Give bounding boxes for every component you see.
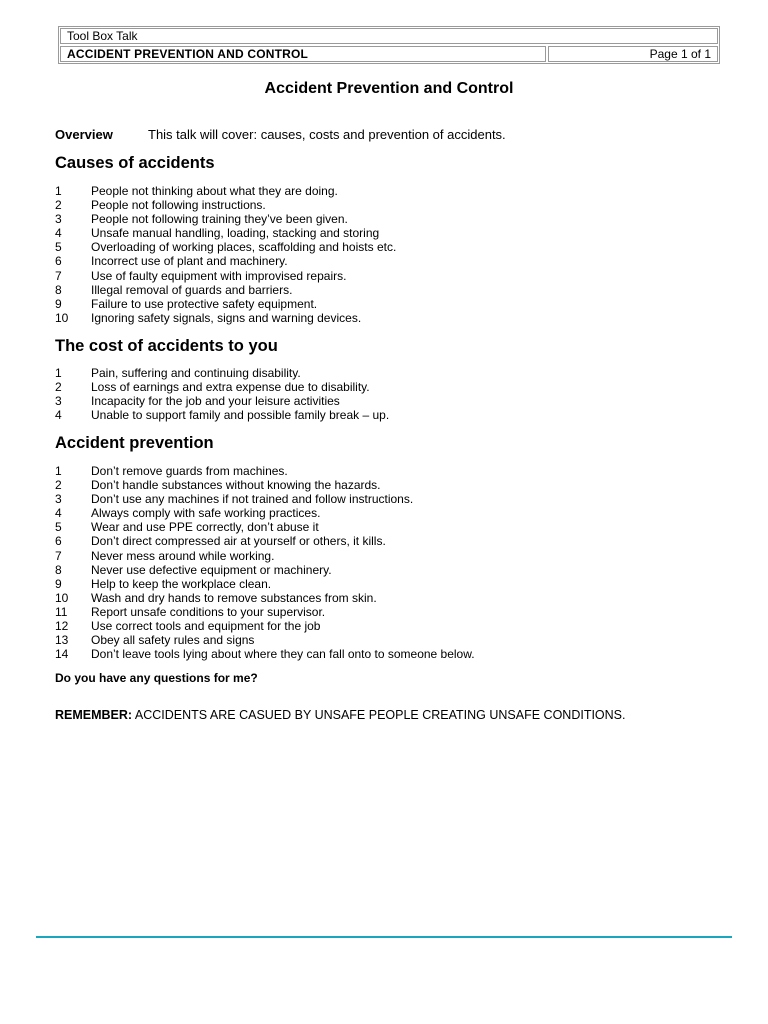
list-item-text: Illegal removal of guards and barriers. bbox=[91, 282, 293, 297]
list-item bbox=[55, 366, 389, 380]
remember-label: REMEMBER: bbox=[55, 708, 133, 722]
list-item-text: Don’t direct compressed air at yourself or others, it kills. bbox=[91, 534, 386, 549]
list-item-text: Always comply with safe working practices. bbox=[91, 506, 321, 521]
list-item bbox=[55, 311, 396, 325]
list-item-number: 1 bbox=[55, 464, 62, 478]
list-item bbox=[55, 534, 475, 548]
list-item-number: 2 bbox=[55, 380, 62, 395]
closing-question: Do you have any questions for me? bbox=[55, 671, 258, 685]
list-item-text: People not thinking about what they are doing. bbox=[91, 184, 338, 198]
list-item bbox=[55, 605, 475, 619]
list-item bbox=[55, 297, 396, 311]
list-item-text: People not following training they’ve been given. bbox=[91, 212, 348, 227]
document-header bbox=[58, 26, 720, 64]
list-item bbox=[55, 394, 389, 408]
list-item-number: 4 bbox=[55, 408, 62, 423]
list-item bbox=[55, 647, 475, 661]
list-item-number: 6 bbox=[55, 534, 62, 549]
header-page-number: Page 1 of 1 bbox=[548, 46, 718, 62]
list-item-number: 3 bbox=[55, 212, 62, 227]
section-heading-prevention: Accident prevention bbox=[55, 434, 214, 452]
cost-list bbox=[55, 366, 389, 422]
overview-label: Overview bbox=[55, 127, 113, 142]
list-item-number: 8 bbox=[55, 282, 62, 297]
list-item-number: 1 bbox=[55, 366, 62, 380]
list-item-number: 2 bbox=[55, 198, 62, 213]
list-item-number: 10 bbox=[55, 590, 69, 605]
header-row-2 bbox=[60, 46, 718, 62]
list-item-text: Incorrect use of plant and machinery. bbox=[91, 254, 288, 269]
list-item-number: 14 bbox=[55, 647, 69, 662]
list-item-number: 2 bbox=[55, 478, 62, 493]
list-item bbox=[55, 563, 475, 577]
list-item bbox=[55, 633, 475, 647]
list-item-text: Ignoring safety signals, signs and warning devices. bbox=[91, 310, 362, 325]
list-item bbox=[55, 269, 396, 283]
list-item-number: 9 bbox=[55, 296, 62, 311]
list-item-number: 11 bbox=[55, 604, 68, 619]
list-item bbox=[55, 464, 475, 478]
list-item-number: 3 bbox=[55, 492, 62, 507]
list-item-number: 10 bbox=[55, 310, 69, 325]
list-item-number: 3 bbox=[55, 394, 62, 409]
prevention-list bbox=[55, 464, 475, 661]
list-item-text: Failure to use protective safety equipment. bbox=[91, 296, 318, 311]
list-item bbox=[55, 492, 475, 506]
list-item bbox=[55, 478, 475, 492]
list-item-text: Don’t remove guards from machines. bbox=[91, 464, 288, 478]
list-item-number: 1 bbox=[55, 184, 62, 198]
header-row-1 bbox=[60, 28, 718, 44]
list-item-text: Don’t handle substances without knowing the hazards. bbox=[91, 478, 381, 493]
list-item bbox=[55, 226, 396, 240]
remember-text: ACCIDENTS ARE CASUED BY UNSAFE PEOPLE CREATING UNSAFE CONDITIONS. bbox=[134, 708, 626, 722]
list-item-text: People not following instructions. bbox=[91, 198, 266, 213]
list-item bbox=[55, 506, 475, 520]
header-doc-type: Tool Box Talk bbox=[60, 28, 718, 44]
section-heading-causes: Causes of accidents bbox=[55, 154, 215, 172]
list-item-text: Overloading of working places, scaffolding and hoists etc. bbox=[91, 240, 397, 255]
overview-text: This talk will cover: causes, costs and prevention of accidents. bbox=[148, 127, 506, 142]
list-item-text: Incapacity for the job and your leisure activities bbox=[91, 394, 340, 409]
list-item-text: Don’t use any machines if not trained and follow instructions. bbox=[91, 492, 414, 507]
list-item-number: 4 bbox=[55, 226, 62, 241]
list-item bbox=[55, 520, 475, 534]
list-item-text: Obey all safety rules and signs bbox=[91, 633, 255, 648]
list-item bbox=[55, 408, 389, 422]
list-item-number: 4 bbox=[55, 506, 62, 521]
list-item-text: Wear and use PPE correctly, don’t abuse it bbox=[91, 520, 319, 535]
list-item-text: Don’t leave tools lying about where they can fall onto to someone below. bbox=[91, 647, 475, 662]
section-heading-cost: The cost of accidents to you bbox=[55, 337, 278, 355]
list-item-number: 8 bbox=[55, 562, 62, 577]
list-item bbox=[55, 254, 396, 268]
list-item-number: 13 bbox=[55, 633, 69, 648]
overview bbox=[55, 127, 506, 142]
list-item-number: 5 bbox=[55, 520, 62, 535]
list-item-number: 7 bbox=[55, 548, 62, 563]
list-item bbox=[55, 198, 396, 212]
list-item bbox=[55, 619, 475, 633]
list-item bbox=[55, 283, 396, 297]
list-item-text: Report unsafe conditions to your supervisor. bbox=[91, 604, 326, 619]
list-item-text: Loss of earnings and extra expense due to disability. bbox=[91, 380, 370, 395]
list-item-text: Use of faulty equipment with improvised repairs. bbox=[91, 268, 347, 283]
list-item bbox=[55, 577, 475, 591]
page-title: Accident Prevention and Control bbox=[264, 80, 514, 97]
list-item-number: 9 bbox=[55, 576, 62, 591]
list-item-text: Wash and dry hands to remove substances from skin. bbox=[91, 590, 377, 605]
list-item-number: 12 bbox=[55, 619, 69, 634]
list-item-text: Pain, suffering and continuing disability. bbox=[91, 366, 301, 380]
header-doc-title: ACCIDENT PREVENTION AND CONTROL bbox=[60, 46, 546, 62]
remember-note bbox=[55, 708, 626, 722]
list-item bbox=[55, 591, 475, 605]
list-item-text: Never mess around while working. bbox=[91, 548, 275, 563]
list-item-number: 5 bbox=[55, 240, 62, 255]
bottom-rule bbox=[36, 936, 732, 938]
list-item-text: Use correct tools and equipment for the job bbox=[91, 619, 321, 634]
list-item-text: Unsafe manual handling, loading, stacking and storing bbox=[91, 226, 380, 241]
list-item-number: 7 bbox=[55, 268, 62, 283]
list-item bbox=[55, 184, 396, 198]
list-item bbox=[55, 240, 396, 254]
list-item bbox=[55, 212, 396, 226]
list-item bbox=[55, 380, 389, 394]
causes-list bbox=[55, 184, 396, 325]
list-item-number: 6 bbox=[55, 254, 62, 269]
list-item-text: Help to keep the workplace clean. bbox=[91, 576, 272, 591]
list-item-text: Unable to support family and possible family break – up. bbox=[91, 408, 390, 423]
list-item-text: Never use defective equipment or machinery. bbox=[91, 562, 332, 577]
list-item bbox=[55, 549, 475, 563]
